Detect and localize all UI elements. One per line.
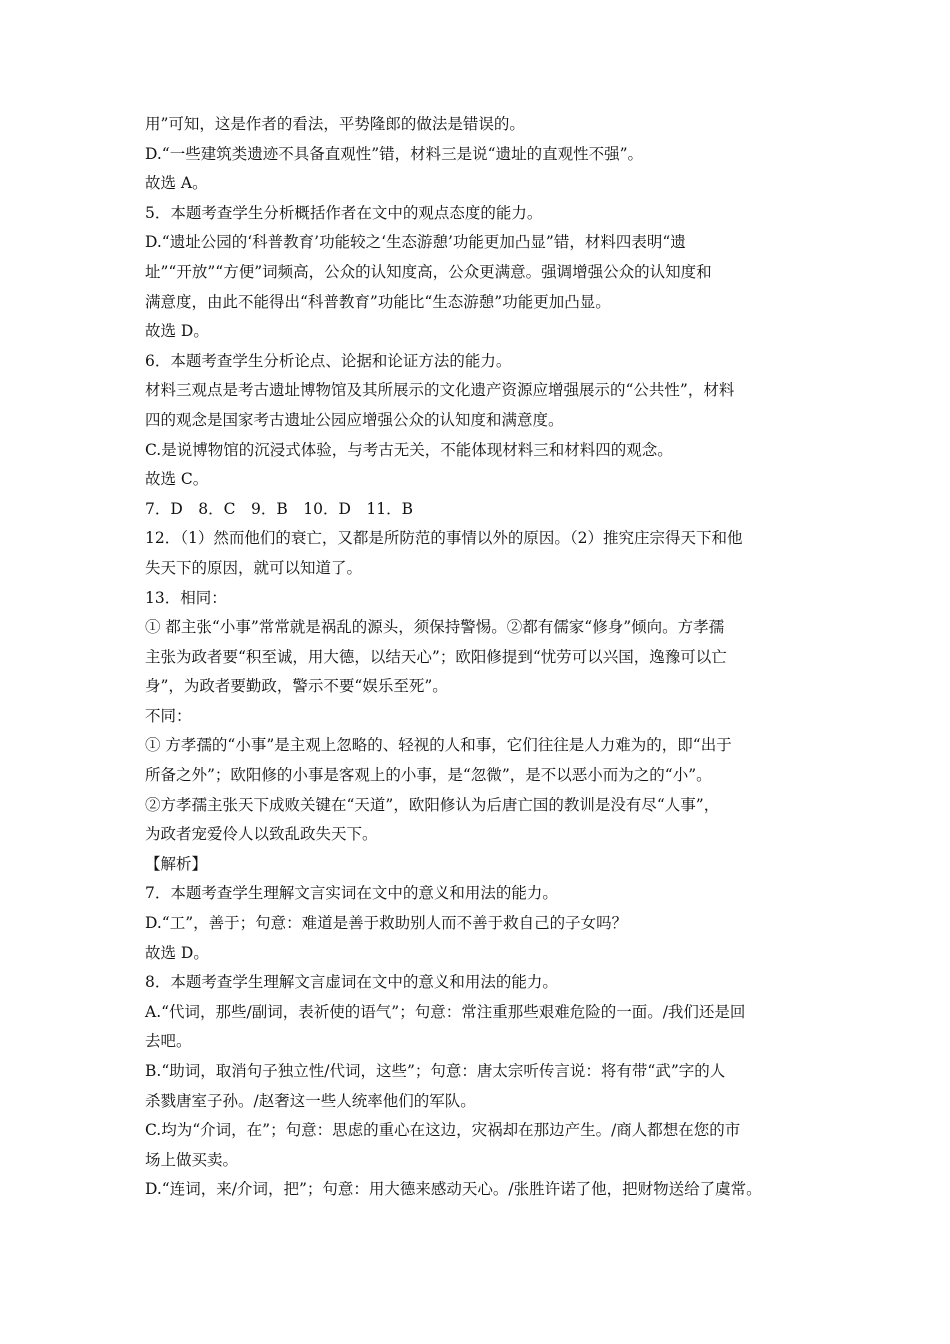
text-line: ① 方孝孺的“小事”是主观上忽略的、轻视的人和事，它们往往是人力难为的，即“出于 [145,736,732,755]
text-line: D.“工”，善于；句意：难道是善于救助别人而不善于救自己的子女吗？ [145,914,628,933]
text-line: 材料三观点是考古遗址博物馆及其所展示的文化遗产资源应增强展示的“公共性”，材料 [145,381,735,400]
answer-key-line: 7．D 8．C 9．B 10．D 11．B [145,499,414,518]
text-line: 为政者宠爱伶人以致乱政失天下。 [145,825,378,844]
text-line: 杀戮唐室子孙。/赵奢这一些人统率他们的军队。 [145,1091,476,1110]
section-heading: 【解析】 [145,854,208,873]
text-line: B.“助词，取消句子独立性/代词，这些”；句意：唐太宗听传言说：将有带“武”字的人 [145,1062,726,1080]
text-line: 8．本题考查学生理解文言虚词在文中的意义和用法的能力。 [145,973,558,992]
text-line: 故选 C。 [145,470,209,489]
text-line: D.“连词，来/介词，把”；句意：用大德来感动天心。/张胜许诺了他，把财物送给了虞常。 [145,1180,762,1199]
text-line: A.“代词，那些/副词，表祈使的语气”；句意：常注重那些艰难危险的一面。/我们还是回 [145,1002,746,1021]
text-line: 6．本题考查学生分析论点、论据和论证方法的能力。 [145,351,512,370]
text-line: 满意度，由此不能得出“科普教育”功能比“生态游憩”功能更加凸显。 [145,292,611,311]
text-line: 失天下的原因，就可以知道了。 [145,558,363,577]
text-line: ① 都主张“小事”常常就是祸乱的源头，须保持警惕。②都有儒家“修身”倾向。方孝孺 [145,618,725,637]
text-line: 12．（1）然而他们的衰亡，又都是所防范的事情以外的原因。（2）推究庄宗得天下和他 [145,529,743,548]
text-line: 址”“开放”“方便”词频高，公众的认知度高，公众更满意。强调增强公众的认知度和 [145,262,712,281]
text-line: 所备之外”；欧阳修的小事是客观上的小事，是“忽微”，是不以恶小而为之的“小”。 [145,766,712,785]
text-line: 5．本题考查学生分析概括作者在文中的观点态度的能力。 [145,203,543,222]
text-line: 身”，为政者要勤政，警示不要“娱乐至死”。 [145,677,448,696]
text-line: 去吧。 [145,1032,192,1051]
text-line: 四的观念是国家考古遗址公园应增强公众的认知度和满意度。 [145,410,564,429]
text-line: 用”可知，这是作者的看法，平势隆郎的做法是错误的。 [145,115,525,133]
text-line: 故选 A。 [145,174,208,193]
text-line: ②方孝孺主张天下成败关键在“天道”，欧阳修认为后唐亡国的教训是没有尽“人事”， [145,795,720,814]
text-line: 不同： [145,706,192,725]
text-line: 故选 D。 [145,322,209,341]
answer-text-body [145,110,817,1205]
text-line: 主张为政者要“积至诚，用大德，以结天心”；欧阳修提到“忧劳可以兴国，逸豫可以亡 [145,647,727,666]
text-line: 7．本题考查学生理解文言实词在文中的意义和用法的能力。 [145,884,558,903]
text-line: 故选 D。 [145,943,209,962]
text-line: C.是说博物馆的沉浸式体验，与考古无关，不能体现材料三和材料四的观念。 [145,440,673,459]
text-line: D.“一些建筑类遗迹不具备直观性”错，材料三是说“遗址的直观性不强”。 [145,144,644,163]
text-line: D.“遗址公园的‘科普教育’功能较之‘生态游憩’功能更加凸显”错，材料四表明“遗 [145,233,686,252]
text-line: 13．相同： [145,588,227,607]
text-line: C.均为“介词，在”；句意：思虑的重心在这边，灾祸却在那边产生。/商人都想在您的市 [145,1121,741,1140]
text-line: 场上做买卖。 [145,1150,239,1169]
